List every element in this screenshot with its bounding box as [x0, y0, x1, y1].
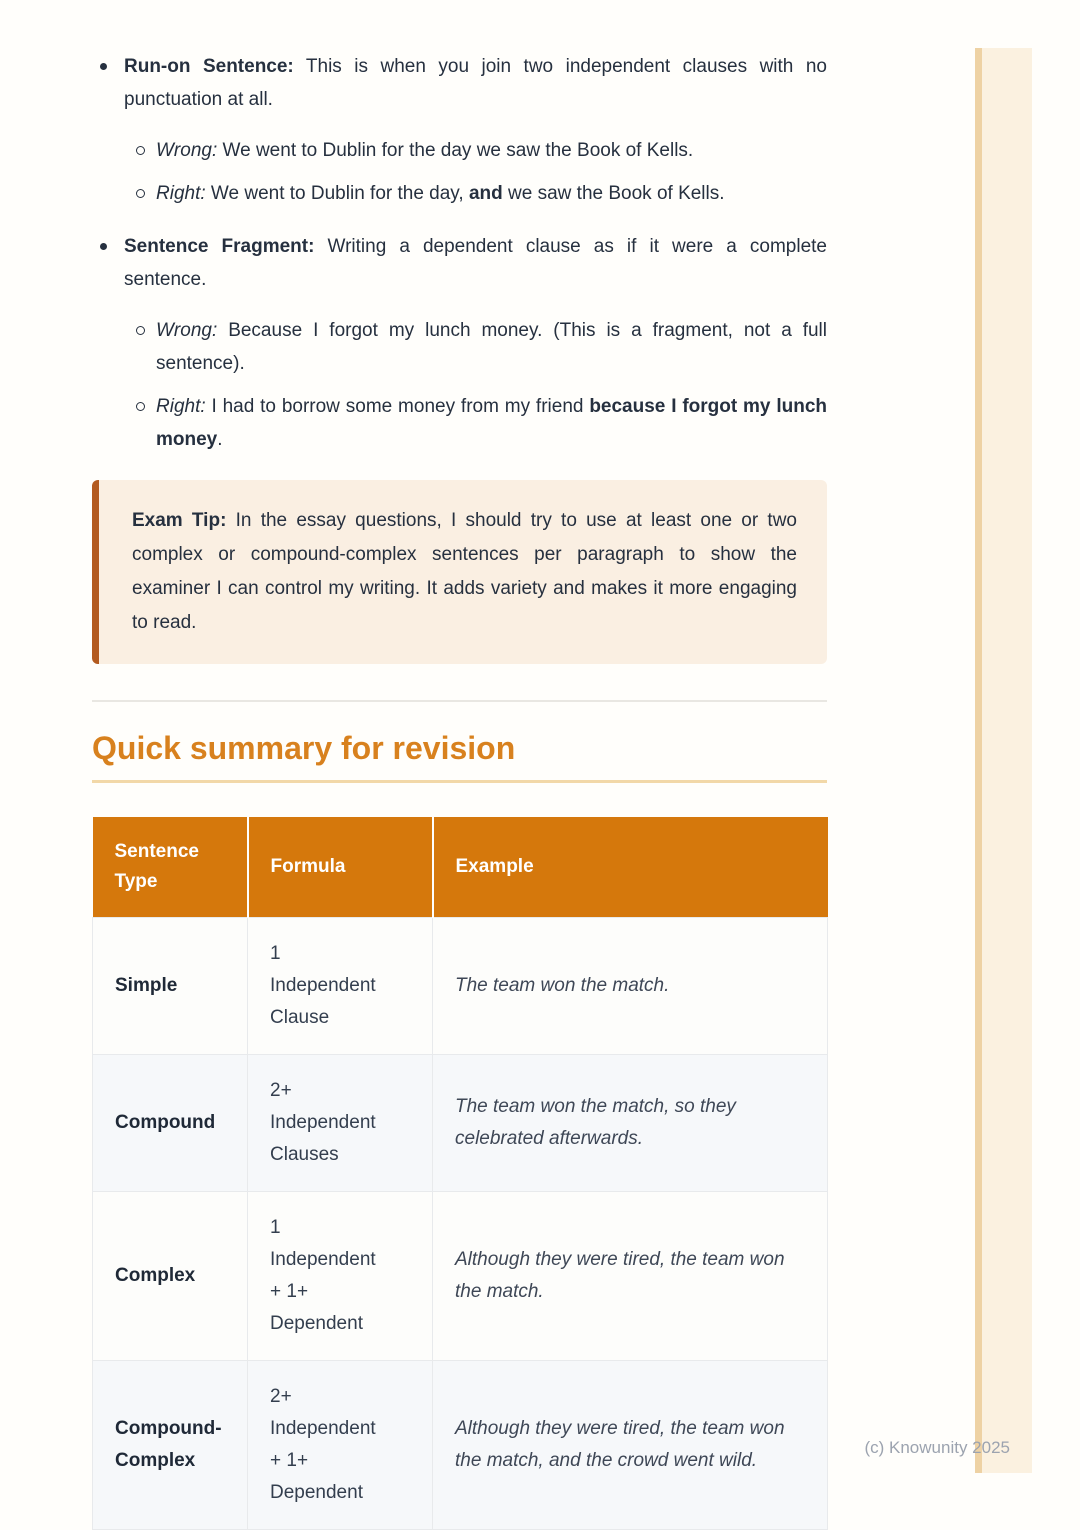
bullet-dot-icon: [100, 63, 107, 70]
example-label: Right:: [156, 396, 206, 417]
term-definition: This is when you join two independent clauses with no punctuation at all.: [124, 56, 827, 110]
cell-sentence-type: Compound: [93, 1055, 248, 1192]
example-label: Right:: [156, 183, 206, 204]
bullet-dot-icon: [100, 243, 107, 250]
revision-summary-table: [92, 817, 828, 1530]
example-text: [156, 134, 827, 167]
example-wrong: [92, 134, 827, 167]
example-text: [156, 390, 827, 456]
exam-tip-callout: [92, 480, 827, 664]
table-row-simple: [93, 918, 828, 1055]
cell-formula: 1 Independent Clause: [248, 918, 433, 1055]
table-header-row: [93, 817, 828, 918]
cell-sentence-type: Simple: [93, 918, 248, 1055]
example-text: [156, 314, 827, 380]
cell-formula: 2+ Independent Clauses: [248, 1055, 433, 1192]
heading-underline: [92, 780, 827, 783]
exam-tip-text: [132, 504, 797, 640]
cell-example: The team won the match.: [433, 918, 828, 1055]
table-row-complex: [93, 1192, 828, 1361]
example-label: Wrong:: [156, 320, 218, 341]
term-definition: Writing a dependent clause as if it were a complete sentence.: [124, 236, 827, 290]
cell-sentence-type: Complex: [93, 1192, 248, 1361]
term-label: Run-on Sentence:: [124, 56, 294, 77]
run-on-sentence-text: [124, 50, 827, 116]
exam-tip-label: Exam Tip:: [132, 510, 227, 531]
cell-example: Although they were tired, the team won the match.: [433, 1192, 828, 1361]
cell-formula: 2+ Independent + 1+ Dependent: [248, 1361, 433, 1530]
fragment-examples: [92, 314, 827, 456]
circle-bullet-icon: [136, 146, 145, 155]
page-edge-band: [982, 48, 1032, 1473]
run-on-examples: [92, 134, 827, 210]
cell-sentence-type: Compound-Complex: [93, 1361, 248, 1530]
example-bold-part: and: [468, 183, 503, 204]
page-edge-line: [975, 48, 982, 1473]
example-body-before: I had to borrow some money from my friend: [205, 396, 590, 417]
example-body: We went to Dublin for the day we saw the Book of Kells.: [217, 140, 694, 161]
column-header-example: Example: [433, 817, 828, 918]
cell-example: Although they were tired, the team won the match, and the crowd went wild.: [433, 1361, 828, 1530]
exam-tip-body: In the essay questions, I should try to use at least one or two complex or compound-complex sentences per paragraph to show the examiner I can control my writing. It adds variety and makes it more engaging to read.: [132, 510, 797, 633]
example-bold-part: because I forgot my lunch money: [156, 396, 827, 450]
document-content: [92, 50, 827, 1530]
table-row-compound: [93, 1055, 828, 1192]
example-body-after: we saw the Book of Kells.: [502, 183, 725, 204]
section-divider: [92, 700, 827, 702]
list-item-sentence-fragment: [92, 230, 827, 456]
example-label: Wrong:: [156, 140, 218, 161]
cell-example: The team won the match, so they celebrated afterwards.: [433, 1055, 828, 1192]
example-body-after: .: [217, 429, 223, 450]
example-wrong: [92, 314, 827, 380]
example-body: Because I forgot my lunch money. (This is a fragment, not a full sentence).: [156, 320, 827, 374]
list-item-run-on-sentence: [92, 50, 827, 210]
circle-bullet-icon: [136, 326, 145, 335]
example-text: [156, 177, 827, 210]
copyright-watermark: (c) Knowunity 2025: [864, 1438, 1010, 1457]
cell-formula: 1 Independent + 1+ Dependent: [248, 1192, 433, 1361]
section-heading: Quick summary for revision: [92, 730, 516, 766]
circle-bullet-icon: [136, 402, 145, 411]
column-header-sentence-type: Sentence Type: [93, 817, 248, 918]
sentence-fragment-text: [124, 230, 827, 296]
example-body-before: We went to Dublin for the day,: [205, 183, 469, 204]
table-row-compound-complex: [93, 1361, 828, 1530]
term-label: Sentence Fragment:: [124, 236, 315, 257]
example-right: [92, 177, 827, 210]
column-header-formula: Formula: [248, 817, 433, 918]
example-right: [92, 390, 827, 456]
circle-bullet-icon: [136, 189, 145, 198]
grammar-mistakes-list: [92, 50, 827, 456]
